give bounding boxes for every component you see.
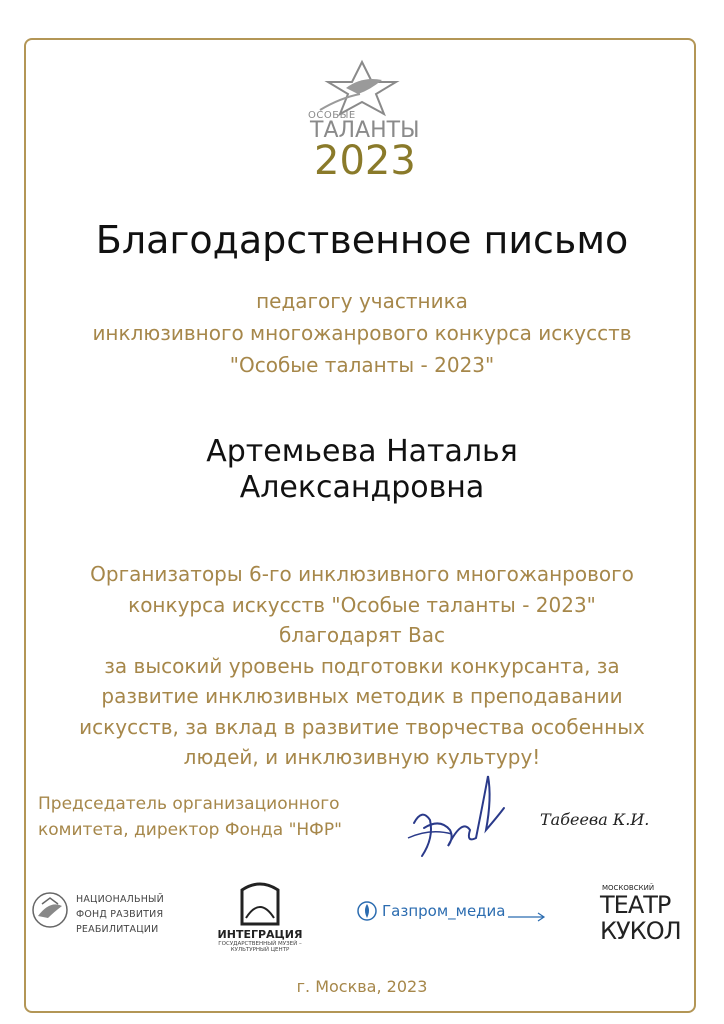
- nfr-emblem-icon: [30, 890, 70, 930]
- puppet-theatre-logo: [596, 884, 686, 948]
- integration-emblem-icon: [212, 878, 308, 926]
- logo-small-text: ОСОБЫЕ: [308, 110, 356, 121]
- subtitle: [0, 285, 724, 381]
- chair-title: [38, 791, 368, 843]
- logo-name: ТАЛАНТЫ: [310, 118, 420, 143]
- nfr-text: [76, 892, 164, 937]
- contest-logo: [300, 58, 424, 184]
- arrow-right-icon: [508, 912, 548, 922]
- body-line: благодарят Вас: [279, 623, 445, 647]
- body-line: искусств, за вклад в развитие творчества особенных: [79, 714, 645, 739]
- body-text: [0, 559, 724, 773]
- theatre-line: КУКОЛ: [600, 917, 681, 945]
- city-date: г. Москва, 2023: [296, 977, 428, 996]
- recipient-line: Александровна: [239, 470, 485, 505]
- nfr-line: НАЦИОНАЛЬНЫЙ: [76, 894, 164, 905]
- body-line: Организаторы 6-го инклюзивного многожанрового: [90, 562, 634, 586]
- body-line: конкурса искусств "Особые таланты - 2023": [128, 592, 596, 617]
- subtitle-line: инклюзивного многожанрового конкурса искусств: [92, 321, 632, 345]
- body-line: развитие инклюзивных методик в преподавании: [101, 684, 623, 708]
- body-line: за высокий уровень подготовки конкурсанта, за: [104, 653, 620, 678]
- star-hand-icon: [300, 58, 424, 118]
- gazprom-text: Газпром_медиа: [382, 902, 506, 920]
- chair-line: комитета, директор Фонда "НФР": [38, 820, 342, 840]
- handwritten-signature: [400, 768, 510, 863]
- integration-subtitle: [212, 941, 308, 953]
- signatory-name: Табеева К.И.: [540, 810, 650, 829]
- body-line: людей, и инклюзивную культуру!: [183, 745, 541, 769]
- flame-icon: [356, 900, 378, 922]
- theatre-line: ТЕАТР: [600, 891, 671, 919]
- recipient-name: [0, 434, 724, 506]
- nfr-line: РЕАБИЛИТАЦИИ: [76, 924, 159, 935]
- integration-logo: [212, 878, 312, 958]
- theatre-small-text: МОСКОВСКИЙ: [602, 884, 655, 892]
- certificate-frame: [24, 38, 696, 1013]
- gazprom-media-logo: [356, 900, 556, 926]
- integration-sub-line: ГОСУДАРСТВЕННЫЙ МУЗЕЙ –: [218, 941, 302, 947]
- document-title: Благодарственное письмо: [95, 218, 629, 262]
- subtitle-line: педагогу участника: [256, 289, 468, 313]
- nfr-line: ФОНД РАЗВИТИЯ: [76, 909, 164, 920]
- subtitle-line: "Особые таланты - 2023": [229, 353, 495, 377]
- recipient-line: Артемьева Наталья: [206, 434, 518, 469]
- logo-year: 2023: [314, 138, 416, 184]
- integration-sub-line: КУЛЬТУРНЫЙ ЦЕНТР: [230, 947, 290, 953]
- theatre-name: [600, 892, 681, 944]
- nfr-logo: [30, 890, 190, 950]
- integration-title: ИНТЕГРАЦИЯ: [217, 928, 303, 941]
- chair-line: Председатель организационного: [38, 794, 340, 814]
